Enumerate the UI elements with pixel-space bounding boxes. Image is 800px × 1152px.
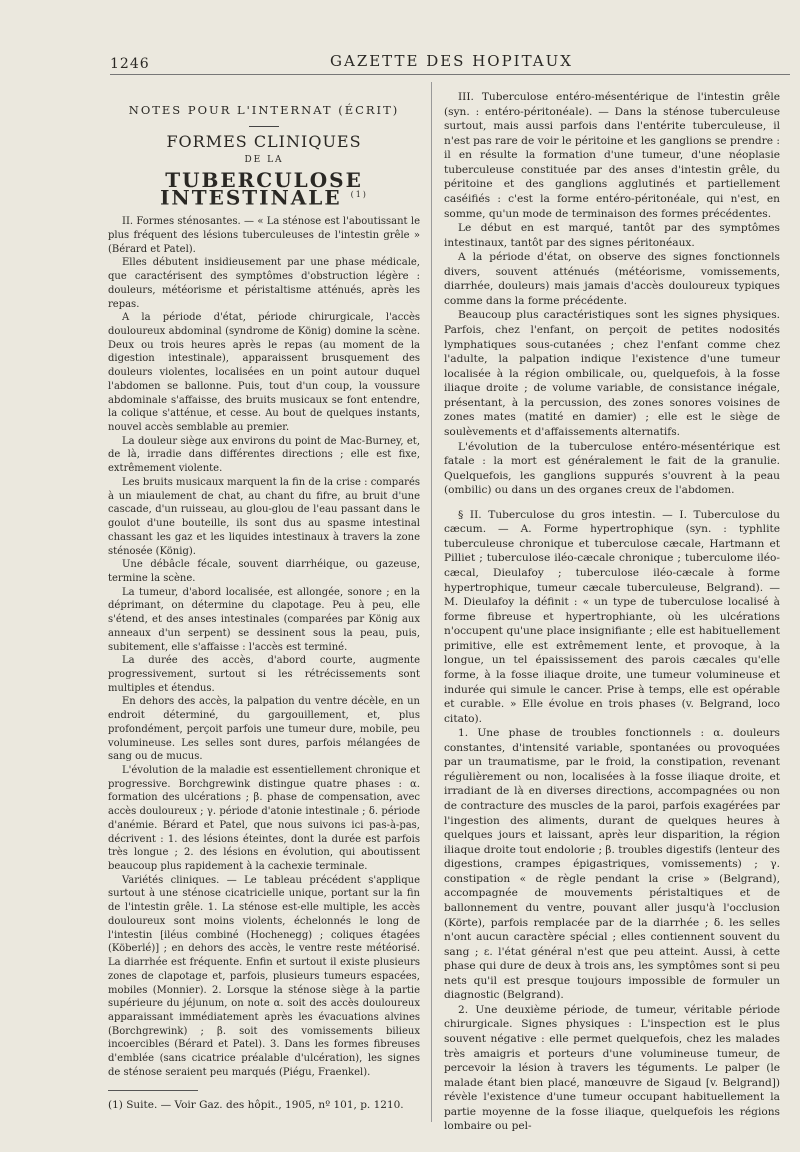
paragraph: Elles débutent insidieusement par une phase médicale, que caractérisent des symptômes d'obstruction légère : douleurs, météorisme et péristaltisme atténués, après les repas. bbox=[108, 257, 420, 310]
rubric-heading: NOTES POUR L'INTERNAT (ÉCRIT) bbox=[128, 103, 400, 117]
title-footnote-marker: (1) bbox=[350, 189, 368, 199]
paragraph: L'évolution de la tuberculose entéro-mésentérique est fatale : la mort est généralement le fait de la granulie. Quelquefois, les ganglions suppurés s'ouvrent à la peau (ombilic) ou dans un des organes creux de l'abdomen. bbox=[444, 440, 780, 497]
footnote: (1) Suite. — Voir Gaz. des hôpit., 1905, nº 101, p. 1210. bbox=[108, 1098, 404, 1111]
paragraph: Une débâcle fécale, souvent diarrhéique, ou gazeuse, termine la scène. bbox=[108, 559, 420, 584]
paragraph: En dehors des accès, la palpation du ventre décèle, en un endroit déterminé, du gargouillement, et, plus profondément, perçoit parfois une tumeur dure, mobile, peu volumineuse. Les selles sont dures, parfois mélangées de sang ou de mucus. bbox=[108, 696, 420, 763]
paragraph: L'évolution de la maladie est essentiellement chronique et progressive. Borchgrewink distingue quatre phases : α. formation des ulcérations ; β. phase de compensation, avec accès douloureux ; γ. période d'atonie intestinale ; δ. période d'anémie. Bérard et Patel, que nous suivons ici pas-à-pas, décrivent : 1. des lésions éteintes, dont la durée est parfois très longue ; 2. des lésions en évolution, qui aboutissent beaucoup plus rapidement à la cachexie terminale. bbox=[108, 765, 420, 873]
paragraph: 1. Une phase de troubles fonctionnels : α. douleurs constantes, d'intensité variable, spontanées ou provoquées par un traumatisme, par le froid, la constipation, revenant régulièrement ou non, localisées à la fosse iliaque droite, et irradiant de là en diverses directions, accompagnées ou non de contracture des muscles de la paroi, parfois exagérées par l'ingestion des aliments, durant de quelques heures à quelques jours et laissant, après leur disparition, la région iliaque droite tout endolorie ; β. troubles digestifs (lenteur des digestions, crampes épigastriques, vomissements) ; γ. constipation « de règle pendant la crise » (Belgrand), accompagnée de mouvements péristaltiques et de ballonnement du ventre, pouvant aller jusqu'à l'occlusion (Körte), parfois remplacée par de la diarrhée ; δ. les selles n'ont aucun caractère spécial ; elles contiennent souvent du sang ; ε. l'état général n'est que peu atteint. Aussi, à cette phase qui dure de deux à trois ans, les symptômes sont si peu nets qu'il est presque toujours impossible de formuler un diagnostic (Belgrand). bbox=[444, 727, 780, 1002]
page-number: 1246 bbox=[110, 56, 150, 72]
paragraph: A la période d'état, on observe des signes fonctionnels divers, souvent atténués (météorisme, vomissements, diarrhée, douleurs) mais jamais d'accès douloureux typiques comme dans la forme précédente. bbox=[444, 251, 780, 307]
article-title-line2: DE LA bbox=[244, 155, 284, 166]
article-title-line3 bbox=[108, 168, 420, 210]
paragraph: 2. Une deuxième période, de tumeur, véritable période chirurgicale. Signes physiques : L'inspection est le plus souvent négative : elle permet quelquefois, chez les malades très amaigris et porteurs d'une volumineuse tumeur, de percevoir la lésion à travers les téguments. Le palper (le malade étant bien placé, manœuvre de Sigaud [v. Belgrand]) révèle l'existence d'une tumeur occupant habituellement la partie moyenne de la fosse iliaque, quelquefois les régions lombaire ou pel- bbox=[444, 1003, 780, 1133]
article-title-line1: FORMES CLINIQUES bbox=[166, 131, 362, 151]
footnote-rule bbox=[108, 1090, 198, 1091]
paragraph: Les bruits musicaux marquent la fin de la crise : comparés à un miaulement de chat, au chant du fifre, au bruit d'une cascade, d'un ruisseau, au glou-glou de l'eau passant dans le goulot d'une bouteille, ils sont dus au spasme intestinal chassant les gaz et les liquides intestinaux à travers la zone sténosée (König). bbox=[108, 476, 420, 557]
article-title-text: TUBERCULOSE INTESTINALE bbox=[160, 168, 363, 210]
paragraph: La tumeur, d'abord localisée, est allongée, sonore ; en la déprimant, on détermine du clapotage. Peu à peu, elle s'étend, et des anses intestinales (comparées par König aux anneaux d'un serpent) se dessinent sous la peau, puis, subitement, elle s'affaisse : l'accès est terminé. bbox=[108, 586, 420, 653]
paragraph: A la période d'état, période chirurgicale, l'accès douloureux abdominal (syndrome de König) domine la scène. Deux ou trois heures après le repas (au moment de la digestion intestinale), apparaissent brusquement des douleurs violentes, localisées en un point autour duquel l'abdomen se ballonne. Puis, tout d'un coup, la voussure abdominale s'affaisse, des bruits musicaux se font entendre, la colique s'atténue, et cesse. Au bout de quelques instants, nouvel accès semblable au premier. bbox=[108, 312, 420, 434]
paragraph: II. Formes sténosantes. — « La sténose est l'aboutissant le plus fréquent des lésions tuberculeuses de l'intestin grêle » (Bérard et Patel). bbox=[108, 216, 420, 255]
paragraph: Le début en est marqué, tantôt par des symptômes intestinaux, tantôt par des signes péritonéaux. bbox=[444, 222, 780, 249]
paragraph: Beaucoup plus caractéristiques sont les signes physiques. Parfois, chez l'enfant, on perçoit de petites nodosités lymphatiques sous-cutanées ; chez l'enfant comme chez l'adulte, la palpation indique l'existence d'une tumeur localisée à la région ombilicale, ou, quelquefois, à la fosse iliaque droite ; de volume variable, de consistance inégale, présentant, à la percussion, des zones sonores voisines de zones mates (matité en damier) ; elle est le siège de soulèvements et d'affaissements alternatifs. bbox=[444, 309, 780, 438]
right-column bbox=[444, 90, 780, 1134]
paragraph: La durée des accès, d'abord courte, augmente progressivement, surtout si les rétrécissements sont multiples et étendus. bbox=[108, 655, 420, 694]
left-column bbox=[108, 90, 420, 1112]
page-header bbox=[110, 48, 790, 72]
column-divider bbox=[431, 82, 432, 1122]
paragraph: La douleur siège aux environs du point de Mac-Burney, et, de là, irradie dans différentes directions ; elle est fixe, extrêmement violente. bbox=[108, 435, 420, 475]
journal-title: GAZETTE DES HOPITAUX bbox=[330, 52, 573, 70]
paragraph: Variétés cliniques. — Le tableau précédent s'applique surtout à une sténose cicatricielle unique, portant sur la fin de l'intestin grêle. 1. La sténose est-elle multiple, les accès douloureux sont moins violents, échelonnés le long de l'intestin [iléus combiné (Hochenegg) ; coliques étagées (Köberlé)] ; en dehors des accès, le ventre reste météorisé. La diarrhée est fréquente. Enfin et surtout il existe plusieurs zones de clapotage et, parfois, plusieurs tumeurs espacées, mobiles (Monnier). 2. Lorsque la sténose siège à la partie supérieure du jéjunum, on note α. soit des accès douloureux apparaissant immédiatement après les évacuations alvines (Borchgrewink) ; β. soit des vomissements bilieux incoercibles (Bérard et Patel). 3. Dans les formes fibreuses d'emblée (sans cicatrice préalable d'ulcération), les signes de sténose seraient peu marqués (Piégu, Fraenkel). bbox=[108, 874, 420, 1078]
paragraph: III. Tuberculose entéro-mésentérique de l'intestin grêle (syn. : entéro-péritonéale). — Dans la sténose tuberculeuse surtout, mais aussi parfois dans l'entérite tuberculeuse, il n'est pas rare de voir le péritoine et les ganglions se prendre : il en résulte la formation d'une tumeur, d'une néoplasie tuberculeuse constituée par des anses d'intestin grêle, du péritoine et des ganglions agglutinés et partiellement caséifiés : c'est la forme entéro-péritonéale, qui n'est, en somme, qu'un mode de terminaison des formes précédentes. bbox=[444, 91, 780, 220]
title-rule bbox=[249, 126, 279, 127]
header-rule bbox=[110, 74, 790, 75]
section-paragraph: § II. Tuberculose du gros intestin. — I. Tuberculose du cæcum. — A. Forme hypertrophique (syn. : typhlite tuberculeuse chronique et tuberculose cæcale, Hartmann et Pilliet ; tuberculose iléo-cæcale chronique ; tuberculome iléo-cæcal, Dieulafoy ; tuberculose iléo-cæcale à forme hypertrophique, tumeur cæcale tuberculeuse, Belgrand). — M. Dieulafoy la définit : « un type de tuberculose localisé à forme fibreuse et hypertrophiante, où les ulcérations n'occupent qu'une place insignifiante ; elle est habituellement primitive, elle est extrêmement lente, et provoque, à la longue, un tel épaississement des parois cæcales qu'elle forme, à la fosse iliaque droite, une tumeur volumineuse et indurée qui simule le cancer. Prise à temps, elle est opérable et curable. » Elle évolue en trois phases (v. Belgrand, loco citato). bbox=[444, 508, 780, 725]
